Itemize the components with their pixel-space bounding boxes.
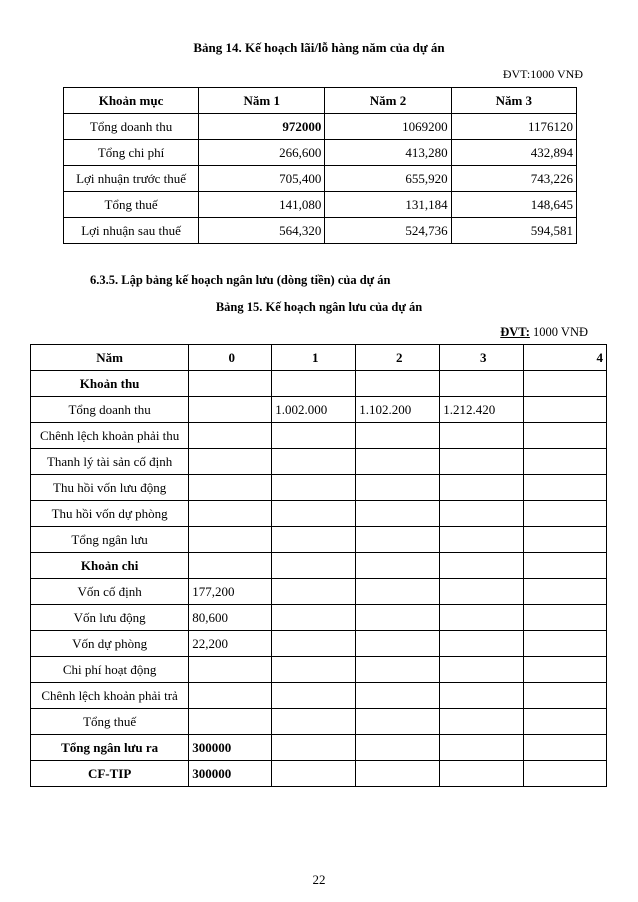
cell xyxy=(440,735,524,761)
cell xyxy=(440,527,524,553)
cell xyxy=(189,657,272,683)
table15-title: Bảng 15. Kế hoạch ngân lưu của dự án xyxy=(215,300,423,314)
cell xyxy=(356,605,440,631)
cell xyxy=(440,761,524,787)
cell: 1.212.420 xyxy=(440,397,524,423)
cell xyxy=(524,423,607,449)
table-row xyxy=(64,166,577,192)
cell xyxy=(272,761,356,787)
cell xyxy=(272,501,356,527)
cell xyxy=(356,735,440,761)
cell xyxy=(524,397,607,423)
row-label: Lợi nhuận trước thuế xyxy=(64,166,199,192)
cell xyxy=(272,475,356,501)
cell xyxy=(272,683,356,709)
cell: 131,184 xyxy=(325,192,451,218)
cell xyxy=(189,475,272,501)
row-label: Vốn cố định xyxy=(31,579,189,605)
table15-header-cell: 2 xyxy=(356,345,440,371)
table-row xyxy=(31,449,607,475)
cell xyxy=(272,371,356,397)
cell xyxy=(524,735,607,761)
row-label: Tổng chi phí xyxy=(64,140,199,166)
table15-header-cell: 1 xyxy=(272,345,356,371)
row-label: Tổng doanh thu xyxy=(64,114,199,140)
cell xyxy=(440,475,524,501)
cell: 972000 xyxy=(199,114,325,140)
table15-header-cell: 3 xyxy=(440,345,524,371)
cell xyxy=(189,397,272,423)
cell xyxy=(524,657,607,683)
cell xyxy=(440,553,524,579)
cell xyxy=(524,475,607,501)
row-label: Tổng thuế xyxy=(31,709,189,735)
cell xyxy=(272,449,356,475)
table14 xyxy=(63,87,577,244)
cell xyxy=(524,501,607,527)
cell: 1.002.000 xyxy=(272,397,356,423)
cell xyxy=(356,657,440,683)
cell xyxy=(440,501,524,527)
cell xyxy=(440,579,524,605)
cell xyxy=(189,527,272,553)
table15-header-cell: 0 xyxy=(189,345,272,371)
cell xyxy=(356,501,440,527)
cell xyxy=(356,631,440,657)
row-label: CF-TIP xyxy=(31,761,189,787)
cell: 743,226 xyxy=(451,166,576,192)
cell: 177,200 xyxy=(189,579,272,605)
cell xyxy=(524,605,607,631)
cell xyxy=(272,423,356,449)
cell xyxy=(524,527,607,553)
cell xyxy=(272,631,356,657)
cell xyxy=(272,553,356,579)
cell xyxy=(356,579,440,605)
table-row xyxy=(31,631,607,657)
table-row xyxy=(31,761,607,787)
cell xyxy=(524,761,607,787)
cell: 266,600 xyxy=(199,140,325,166)
cell xyxy=(356,371,440,397)
cell xyxy=(356,761,440,787)
cell xyxy=(440,631,524,657)
cell: 432,894 xyxy=(451,140,576,166)
cell xyxy=(524,449,607,475)
row-label: Tổng ngân lưu xyxy=(31,527,189,553)
table14-header-cell: Năm 1 xyxy=(199,88,325,114)
table-row xyxy=(64,114,577,140)
table-row xyxy=(31,683,607,709)
cell: 1.102.200 xyxy=(356,397,440,423)
cell xyxy=(356,449,440,475)
cell xyxy=(272,709,356,735)
cell: 148,645 xyxy=(451,192,576,218)
table-row xyxy=(64,192,577,218)
cell xyxy=(356,709,440,735)
table14-header-cell: Khoản mục xyxy=(64,88,199,114)
cell: 705,400 xyxy=(199,166,325,192)
cell xyxy=(272,735,356,761)
cell: 300000 xyxy=(189,761,272,787)
table-row xyxy=(31,423,607,449)
cell xyxy=(524,683,607,709)
cell: 1176120 xyxy=(451,114,576,140)
table-row xyxy=(64,140,577,166)
cell xyxy=(356,553,440,579)
cell xyxy=(272,657,356,683)
table14-unit: ĐVT:1000 VNĐ xyxy=(502,67,583,81)
row-label: Lợi nhuận sau thuế xyxy=(64,218,199,244)
table15 xyxy=(30,344,607,787)
page-number: 22 xyxy=(312,872,326,887)
row-label: Thanh lý tài sản cố định xyxy=(31,449,189,475)
cell xyxy=(440,423,524,449)
cell xyxy=(272,527,356,553)
cell: 141,080 xyxy=(199,192,325,218)
row-label: Khoản thu xyxy=(31,371,189,397)
table-row xyxy=(31,709,607,735)
cell: 655,920 xyxy=(325,166,451,192)
cell xyxy=(440,449,524,475)
cell xyxy=(189,683,272,709)
table15-header-cell: 4 xyxy=(524,345,607,371)
table-row xyxy=(31,397,607,423)
table14-header-cell: Năm 2 xyxy=(325,88,451,114)
cell xyxy=(356,423,440,449)
cell xyxy=(524,631,607,657)
table-row xyxy=(31,475,607,501)
table15-header-cell: Năm xyxy=(31,345,189,371)
table14-title: Bảng 14. Kế hoạch lãi/lỗ hàng năm của dự án xyxy=(193,40,445,55)
cell: 524,736 xyxy=(325,218,451,244)
cell xyxy=(524,371,607,397)
table-row xyxy=(31,605,607,631)
table-row xyxy=(31,553,607,579)
cell xyxy=(440,605,524,631)
row-label: Vốn dự phòng xyxy=(31,631,189,657)
table-row xyxy=(64,218,577,244)
cell: 564,320 xyxy=(199,218,325,244)
row-label: Tổng thuế xyxy=(64,192,199,218)
table-row xyxy=(31,501,607,527)
cell xyxy=(524,553,607,579)
cell: 300000 xyxy=(189,735,272,761)
cell xyxy=(356,527,440,553)
section-heading: 6.3.5. Lập bảng kế hoạch ngân lưu (dòng tiền) của dự án xyxy=(90,273,391,287)
cell xyxy=(272,579,356,605)
cell xyxy=(440,371,524,397)
cell xyxy=(440,709,524,735)
row-label: Chênh lệch khoản phải thu xyxy=(31,423,189,449)
row-label: Vốn lưu động xyxy=(31,605,189,631)
table15-unit-label: ĐVT: xyxy=(500,325,530,339)
table-row xyxy=(31,657,607,683)
cell xyxy=(189,371,272,397)
table14-header-cell: Năm 3 xyxy=(451,88,576,114)
cell xyxy=(189,449,272,475)
cell xyxy=(189,553,272,579)
table-row xyxy=(31,735,607,761)
row-label: Chênh lệch khoản phải trả xyxy=(31,683,189,709)
cell: 80,600 xyxy=(189,605,272,631)
cell xyxy=(440,657,524,683)
table15-unit-value: 1000 VNĐ xyxy=(533,325,588,339)
cell: 413,280 xyxy=(325,140,451,166)
cell: 594,581 xyxy=(451,218,576,244)
row-label: Thu hồi vốn lưu động xyxy=(31,475,189,501)
table-row xyxy=(31,371,607,397)
cell xyxy=(189,501,272,527)
cell xyxy=(524,579,607,605)
row-label: Tổng ngân lưu ra xyxy=(31,735,189,761)
table-row xyxy=(31,527,607,553)
cell xyxy=(524,709,607,735)
table-row xyxy=(31,579,607,605)
row-label: Thu hồi vốn dự phòng xyxy=(31,501,189,527)
cell: 1069200 xyxy=(325,114,451,140)
cell xyxy=(189,709,272,735)
row-label: Tổng doanh thu xyxy=(31,397,189,423)
cell xyxy=(189,423,272,449)
cell xyxy=(440,683,524,709)
row-label: Khoản chi xyxy=(31,553,189,579)
table15-header-row xyxy=(31,345,607,371)
cell: 22,200 xyxy=(189,631,272,657)
table14-header-row xyxy=(64,88,577,114)
cell xyxy=(272,605,356,631)
cell xyxy=(356,475,440,501)
table15-unit xyxy=(500,325,588,340)
cell xyxy=(356,683,440,709)
row-label: Chi phí hoạt động xyxy=(31,657,189,683)
